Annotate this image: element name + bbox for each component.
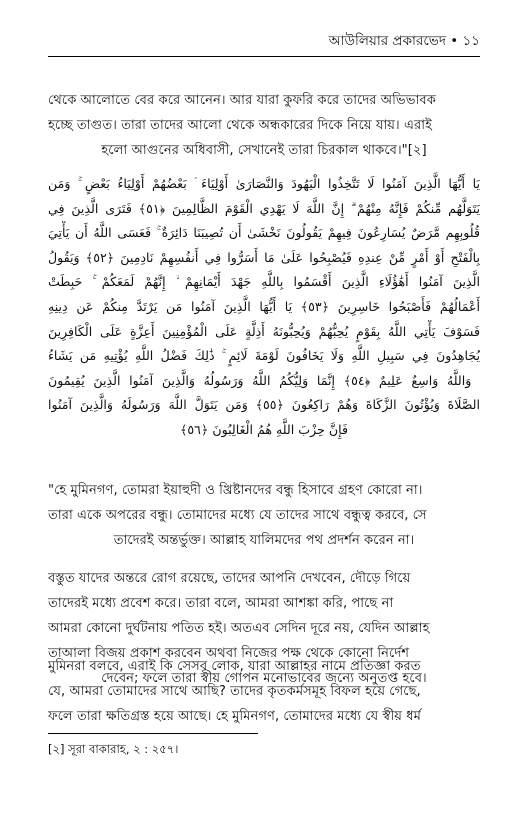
- text-line: হচ্ছে তাগুত। তারা তাদের আলো থেকে অন্ধকারের দিকে নিয়ে যায়। এরাই: [48, 118, 432, 133]
- text-line: ফলে তারা ক্ষতিগ্রস্ত হয়ে আছে। হে মুমিনগণ, তোমাদের মধ্যে যে স্বীয় ধর্ম: [48, 709, 421, 724]
- text-line: তাদেরই অন্তর্ভুক্ত। আল্লাহ যালিমদের পথ প্রদর্শন করেন না।: [113, 533, 415, 548]
- running-header-title: আউলিয়ার প্রকারভেদ • ১১: [328, 33, 480, 49]
- text-line: তাআলা বিজয় প্রকাশ করবেন অথবা নিজের পক্ষ থেকে কোনো নির্দেশ: [48, 646, 410, 661]
- text-line: হলো আগুনের অধিবাসী, সেখানেই তারা চিরকাল থাকবে।"[২]: [101, 143, 427, 158]
- text-line: মুমিনরা বলবে, এরাই কি সেসব লোক, যারা আল্লাহর নামে প্রতিজ্ঞা করত: [48, 659, 421, 674]
- text-line: তারা একে অপরের বন্ধু। তোমাদের মধ্যে যে তাদের সাথে বন্ধুত্ব করবে, সে: [48, 508, 427, 523]
- header-divider: [48, 56, 480, 57]
- footnote-divider: [48, 733, 258, 734]
- arabic-line: فَإِنَّ حِزْبَ اللَّهِ هُمُ الْغَالِبُونَ ﴿٥٦﴾: [180, 421, 348, 437]
- arabic-line: يُجَاهِدُونَ فِي سَبِيلِ اللَّهِ وَلَا يَخَافُونَ لَوْمَةَ لَائِمٍ ۚ ذَٰلِكَ فَضْلُ اللَّهِ يُؤْتِيهِ مَن يَشَاءُ: [48, 348, 480, 364]
- arabic-line: يَتَوَلَّهُم مِّنكُمْ فَإِنَّهُ مِنْهُمْ ۗ إِنَّ اللَّهَ لَا يَهْدِي الْقَوْمَ الظَّالِمِينَ ﴿٥١﴾ فَتَرَى الَّذِينَ فِي: [48, 200, 480, 216]
- text-line: "হে মুমিনগণ, তোমরা ইয়াহুদী ও খ্রিষ্টানদের বন্ধু হিসাবে গ্রহণ কোরো না।: [48, 483, 423, 498]
- paragraph-intro: [48, 88, 480, 163]
- arabic-line: قُلُوبِهِم مَّرَضٌ يُسَارِعُونَ فِيهِمْ يَقُولُونَ نَخْشَىٰ أَن تُصِيبَنَا دَائِرَةٌ ۚ فَعَسَى اللَّهُ أَن يَأْتِيَ: [48, 225, 480, 241]
- arabic-line: بِالْفَتْحِ أَوْ أَمْرٍ مِّنْ عِندِهِ فَيُصْبِحُوا عَلَىٰ مَا أَسَرُّوا فِي أَنفُسِهِمْ نَادِمِينَ ﴿٥٢﴾ وَيَقُولُ: [48, 249, 480, 265]
- arabic-line: فَسَوْفَ يَأْتِي اللَّهُ بِقَوْمٍ يُحِبُّهُمْ وَيُحِبُّونَهُ أَذِلَّةٍ عَلَى الْمُؤْمِنِينَ أَعِزَّةٍ عَلَى الْكَافِرِينَ: [48, 323, 480, 339]
- text-line: আমরা কোনো দুর্ঘটনায় পতিত হই। অতএব সেদিন দূরে নয়, যেদিন আল্লাহ: [48, 621, 430, 636]
- arabic-line: يَا أَيُّهَا الَّذِينَ آمَنُوا لَا تَتَّخِذُوا الْيَهُودَ وَالنَّصَارَىٰ أَوْلِيَاءَ ۘ بَعْضُهُمْ أَوْلِيَاءُ بَعْضٍ ۚ وَمَن: [48, 176, 480, 191]
- text-line: থেকে আলোতে বের করে আনেন। আর যারা কুফরি করে তাদের অভিভাবক: [48, 93, 436, 108]
- arabic-line: الَّذِينَ آمَنُوا أَهَٰؤُلَاءِ الَّذِينَ أَقْسَمُوا بِاللَّهِ جَهْدَ أَيْمَانِهِمْ ۙ إِنَّهُمْ لَمَعَكُمْ ۚ حَبِطَتْ: [48, 274, 480, 290]
- arabic-quran-passage: [48, 172, 480, 443]
- footnote-text: [২] সূরা বাকারাহ, ২ : ২৫৭।: [48, 742, 179, 756]
- arabic-line: أَعْمَالُهُمْ فَأَصْبَحُوا خَاسِرِينَ ﴿٥٣﴾ يَا أَيُّهَا الَّذِينَ آمَنُوا مَن يَرْتَدَّ مِنكُمْ عَن دِينِهِ: [48, 298, 480, 314]
- paragraph-translation-3: [48, 654, 480, 729]
- text-line: দেবেন; ফলে তারা স্বীয় গোপন মনোভাবের জন্যে অনুতপ্ত হবে।: [101, 671, 427, 686]
- text-line: যে, আমরা তোমাদের সাথে আছি? তাদের কৃতকর্মসমূহ বিফল হয়ে গেছে,: [48, 684, 421, 699]
- arabic-line: ۚ وَاللَّهُ وَاسِعٌ عَلِيمٌ ﴿٥٤﴾ إِنَّمَا وَلِيُّكُمُ اللَّهُ وَرَسُولُهُ وَالَّذِينَ آمَنُوا الَّذِينَ يُقِيمُونَ: [48, 372, 480, 388]
- text-line: তাদেরই মধ্যে প্রবেশ করে। তারা বলে, আমরা আশঙ্কা করি, পাছে না: [48, 596, 394, 611]
- arabic-line: الصَّلَاةَ وَيُؤْتُونَ الزَّكَاةَ وَهُمْ رَاكِعُونَ ﴿٥٥﴾ وَمَن يَتَوَلَّ اللَّهَ وَرَسُولَهُ وَالَّذِينَ آمَنُوا: [48, 397, 480, 413]
- running-header: [48, 30, 480, 52]
- paragraph-translation-1: [48, 478, 480, 553]
- footnote: [48, 740, 178, 758]
- text-line: বস্তুত যাদের অন্তরে রোগ রয়েছে, তাদের আপনি দেখবেন, দৌড়ে গিয়ে: [48, 571, 411, 586]
